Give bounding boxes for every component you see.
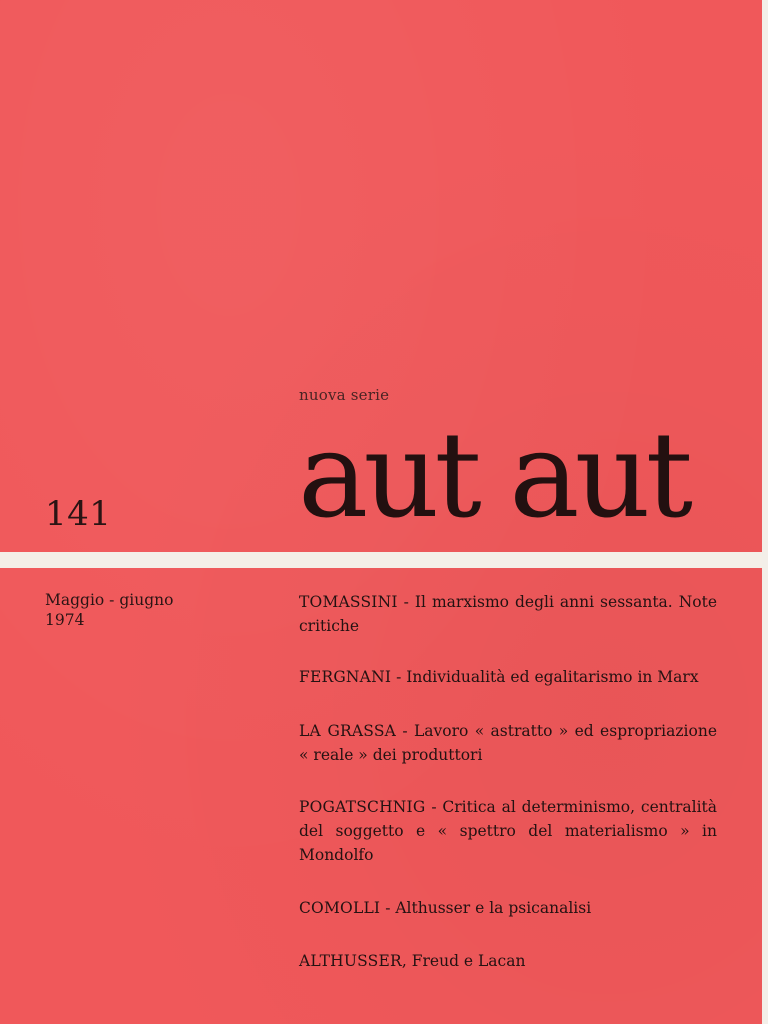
- toc-entry: [299, 719, 717, 767]
- issue-date-months: Maggio - giugno: [45, 591, 174, 609]
- toc-title: Individualità ed egalitarismo in Marx: [406, 668, 699, 686]
- toc-title: Critica al determinismo, centralità del soggetto e « spettro del materialismo » in Mondolfo: [299, 798, 717, 864]
- toc-entry: [299, 949, 717, 973]
- toc-title: Il marxismo degli anni sessanta. Note critiche: [299, 593, 718, 635]
- issue-date-year: 1974: [45, 611, 85, 629]
- toc-entry: [299, 896, 717, 920]
- toc-title: Althusser e la psicanalisi: [395, 899, 592, 917]
- toc-entry: [299, 795, 717, 867]
- toc-separator: -: [391, 668, 407, 686]
- toc-author: ALTHUSSER: [299, 952, 402, 970]
- series-label: nuova serie: [299, 386, 390, 404]
- page-edge: [762, 0, 768, 1024]
- toc-author: TOMASSINI: [299, 593, 398, 611]
- issue-number: 141: [45, 494, 112, 534]
- horizontal-stripe: [0, 552, 762, 568]
- toc-title: Freud e Lacan: [411, 952, 526, 970]
- magazine-title: aut aut: [298, 406, 689, 544]
- toc-author: COMOLLI: [299, 899, 381, 917]
- toc-entry: [299, 590, 717, 638]
- toc-author: FERGNANI: [299, 668, 392, 686]
- toc-separator: ,: [401, 952, 412, 970]
- toc-title: Lavoro « astratto » ed espropriazione « reale » dei produttori: [299, 722, 717, 764]
- toc-separator: -: [396, 722, 414, 740]
- toc-separator: -: [397, 593, 415, 611]
- toc-separator: -: [380, 899, 396, 917]
- toc-author: POGATSCHNIG: [299, 798, 426, 816]
- toc-entry: [299, 665, 717, 689]
- issue-date: [45, 590, 173, 630]
- toc-author: LA GRASSA: [299, 722, 397, 740]
- toc-separator: -: [425, 798, 443, 816]
